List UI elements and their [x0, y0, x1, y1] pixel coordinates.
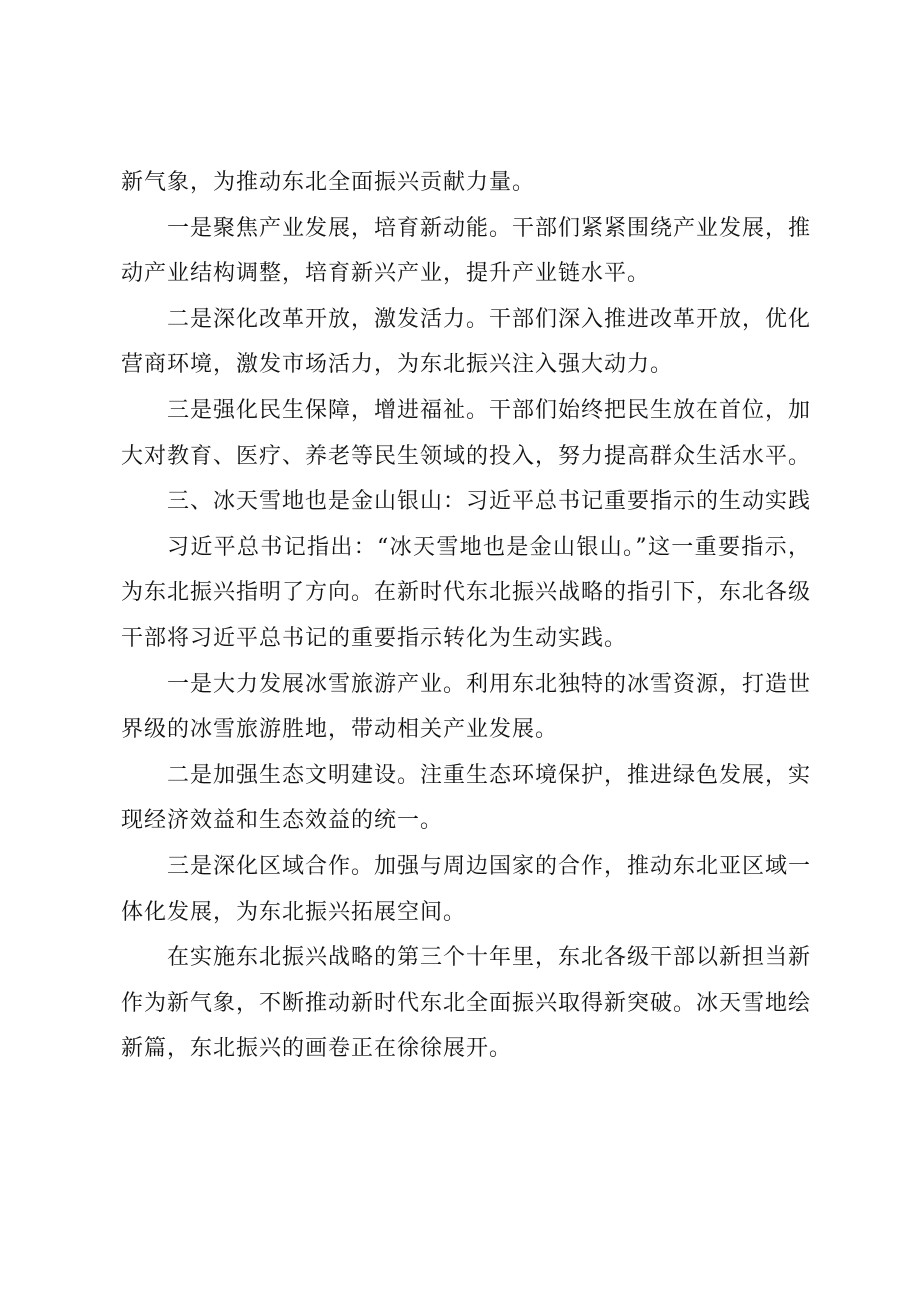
- document-page: [121, 160, 811, 1072]
- paragraph-conclusion: 在实施东北振兴战略的第三个十年里，东北各级干部以新担当新作为新气象，不断推动新时代东北全面振兴取得新突破。冰天雪地绘新篇，东北振兴的画卷正在徐徐展开。: [121, 945, 812, 1062]
- paragraph-reform-opening: 二是深化改革开放，激发活力。干部们深入推进改革开放，优化营商环境，激发市场活力，为东北振兴注入强大动力。: [121, 306, 812, 378]
- paragraph-livelihood: 三是强化民生保障，增进福祉。干部们始终把民生放在首位，加大对教育、医疗、养老等民生领域的投入，努力提高群众生活水平。: [121, 397, 812, 469]
- paragraph-regional-cooperation: 三是深化区域合作。加强与周边国家的合作，推动东北亚区域一体化发展，为东北振兴拓展空间。: [121, 853, 812, 925]
- section-heading: 三、冰天雪地也是金山银山：习近平总书记重要指示的生动实践: [167, 489, 812, 515]
- paragraph-ice-snow-tourism: 一是大力发展冰雪旅游产业。利用东北独特的冰雪资源，打造世界级的冰雪旅游胜地，带动相关产业发展。: [121, 671, 812, 743]
- paragraph-industry-development: 一是聚焦产业发展，培育新动能。干部们紧紧围绕产业发展，推动产业结构调整，培育新兴产业，提升产业链水平。: [121, 215, 812, 287]
- paragraph-quote: 习近平总书记指出：“冰天雪地也是金山银山。”这一重要指示，为东北振兴指明了方向。在新时代东北振兴战略的指引下，东北各级干部将习近平总书记的重要指示转化为生动实践。: [121, 534, 812, 651]
- paragraph-ecology: 二是加强生态文明建设。注重生态环境保护，推进绿色发展，实现经济效益和生态效益的统一。: [121, 762, 812, 834]
- paragraph-continuation: 新气象，为推动东北全面振兴贡献力量。: [121, 170, 536, 195]
